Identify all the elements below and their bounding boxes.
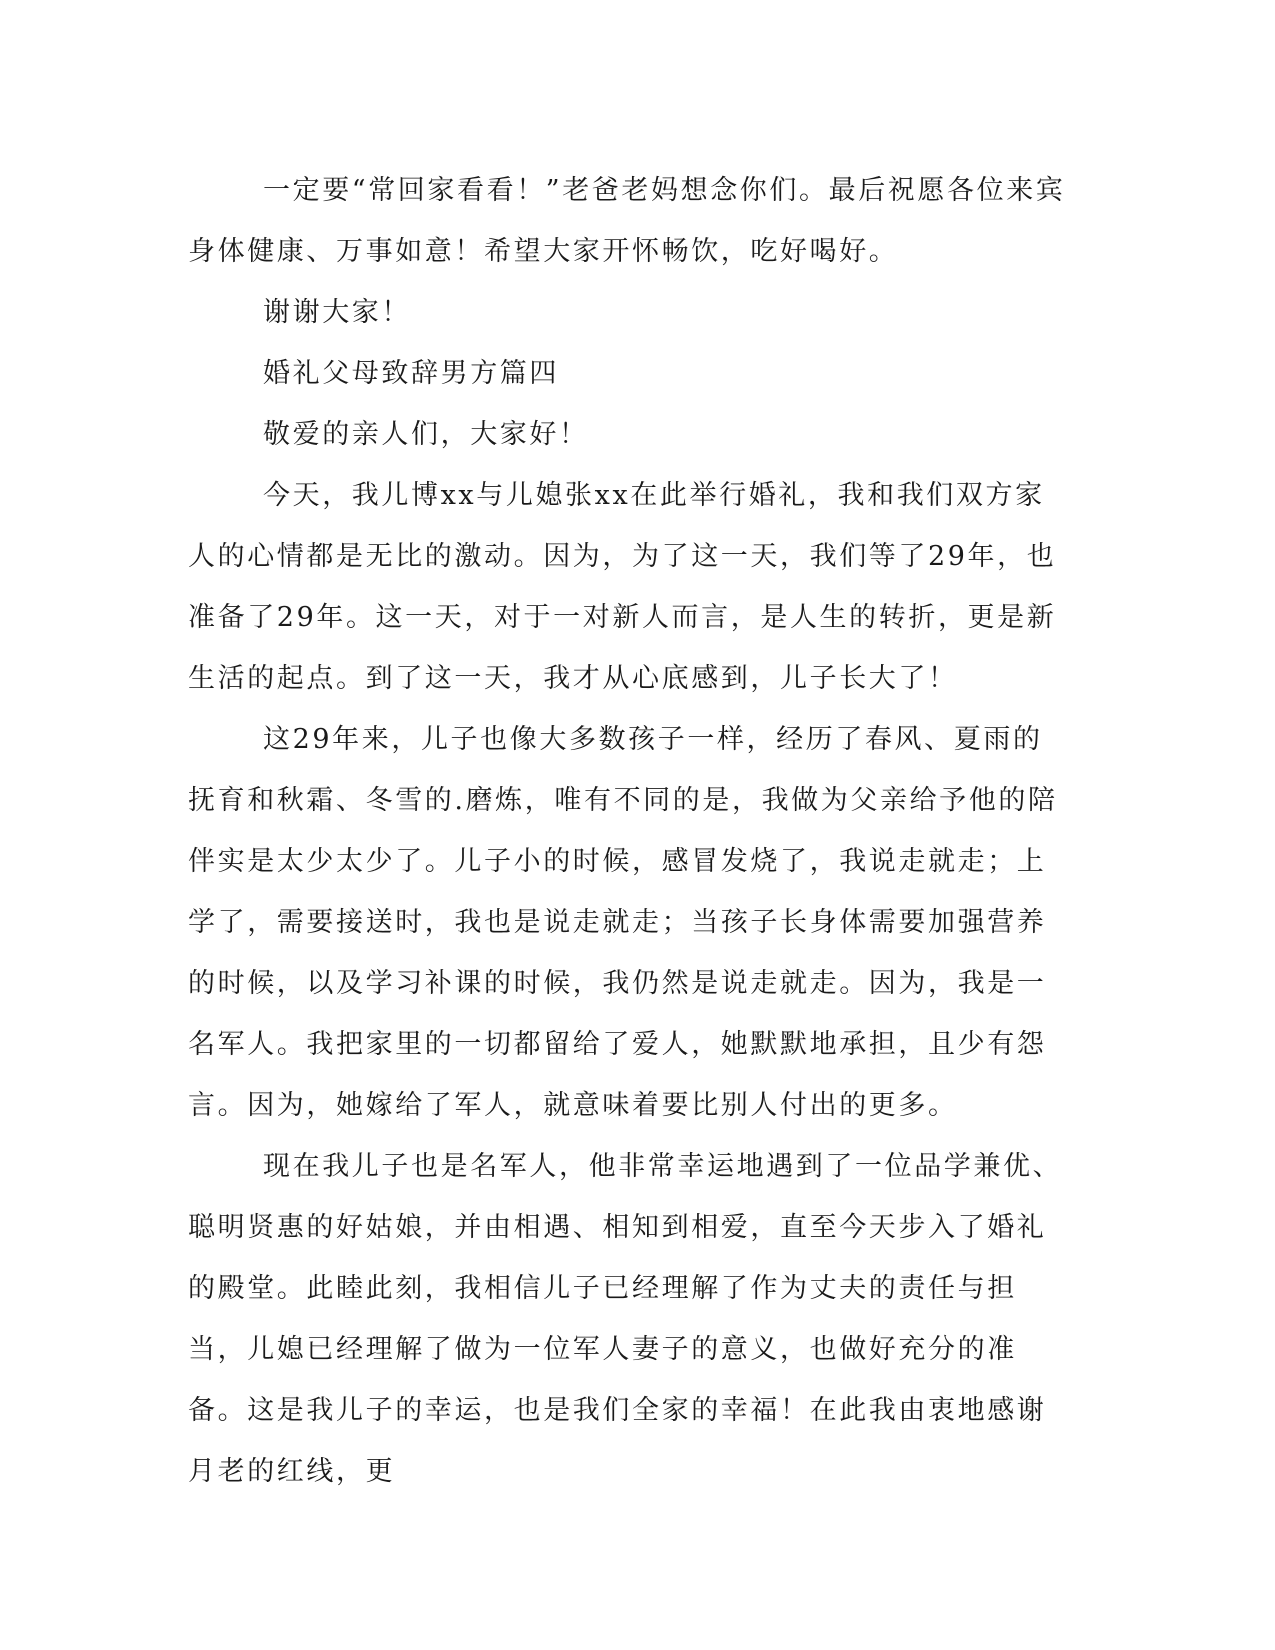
- paragraph-greeting: 敬爱的亲人们，大家好！: [263, 419, 589, 450]
- document-body: [188, 160, 1068, 1502]
- paragraph-thanks: 谢谢大家！: [263, 297, 411, 328]
- paragraph-closing-wishes: 一定要“常回家看看！”老爸老妈想念你们。最后祝愿各位来宾身体健康、万事如意！希望大家开怀畅饮，吃好喝好。: [188, 175, 1066, 267]
- section-heading: 婚礼父母致辞男方篇四: [263, 358, 559, 389]
- paragraph-wedding-intro: 今天，我儿博xx与儿媳张xx在此举行婚礼，我和我们双方家人的心情都是无比的激动。因为，为了这一天，我们等了29年，也准备了29年。这一天，对于一对新人而言，是人生的转折，更是新生活的起点。到了这一天，我才从心底感到，儿子长大了！: [188, 480, 1057, 694]
- paragraph-son-marriage: 现在我儿子也是名军人，他非常幸运地遇到了一位品学兼优、聪明贤惠的好姑娘，并由相遇、相知到相爱，直至今天步入了婚礼的殿堂。此睦此刻，我相信儿子已经理解了作为丈夫的责任与担当，儿媳已经理解了做为一位军人妻子的意义，也做好充分的准备。这是我儿子的幸运，也是我们全家的幸福！在此我由衷地感谢月老的红线，更: [188, 1151, 1063, 1487]
- paragraph-father-reflection: 这29年来，儿子也像大多数孩子一样，经历了春风、夏雨的抚育和秋霜、冬雪的.磨炼，唯有不同的是，我做为父亲给予他的陪伴实是太少太少了。儿子小的时候，感冒发烧了，我说走就走；上学了，需要接送时，我也是说走就走；当孩子长身体需要加强营养的时候，以及学习补课的时候，我仍然是说走就走。因为，我是一名军人。我把家里的一切都留给了爱人，她默默地承担，且少有怨言。因为，她嫁给了军人，就意味着要比别人付出的更多。: [188, 724, 1058, 1121]
